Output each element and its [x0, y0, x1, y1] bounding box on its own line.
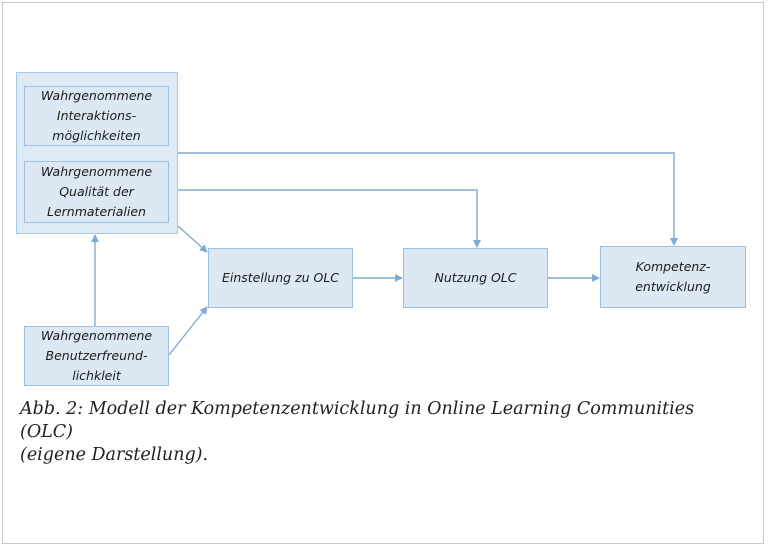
box-einstellung-olc: Einstellung zu OLC	[208, 248, 353, 308]
arrow-benutzer-to-einstellung	[169, 307, 207, 355]
figure-caption	[20, 398, 750, 467]
arrow-interaktion-to-kompetenz	[178, 153, 674, 245]
box-interaktionsmoeglichkeiten: Wahrgenommene Interaktions- möglichkeiten	[24, 86, 169, 146]
caption-line-1: Abb. 2: Modell der Kompetenzentwicklung in Online Learning Communities (OLC)	[20, 399, 695, 442]
caption-line-2: (eigene Darstellung).	[20, 445, 209, 465]
box-nutzung-olc: Nutzung OLC	[403, 248, 548, 308]
box-benutzerfreundlichkeit: Wahrgenommene Benutzerfreund- lichkleit	[24, 326, 169, 386]
box-qualitaet-lernmaterialien: Wahrgenommene Qualität der Lernmaterialien	[24, 161, 169, 223]
box-kompetenzentwicklung: Kompetenz- entwicklung	[600, 246, 746, 308]
arrow-group-to-einstellung	[178, 226, 207, 252]
arrow-qualitaet-to-nutzung	[178, 190, 477, 247]
